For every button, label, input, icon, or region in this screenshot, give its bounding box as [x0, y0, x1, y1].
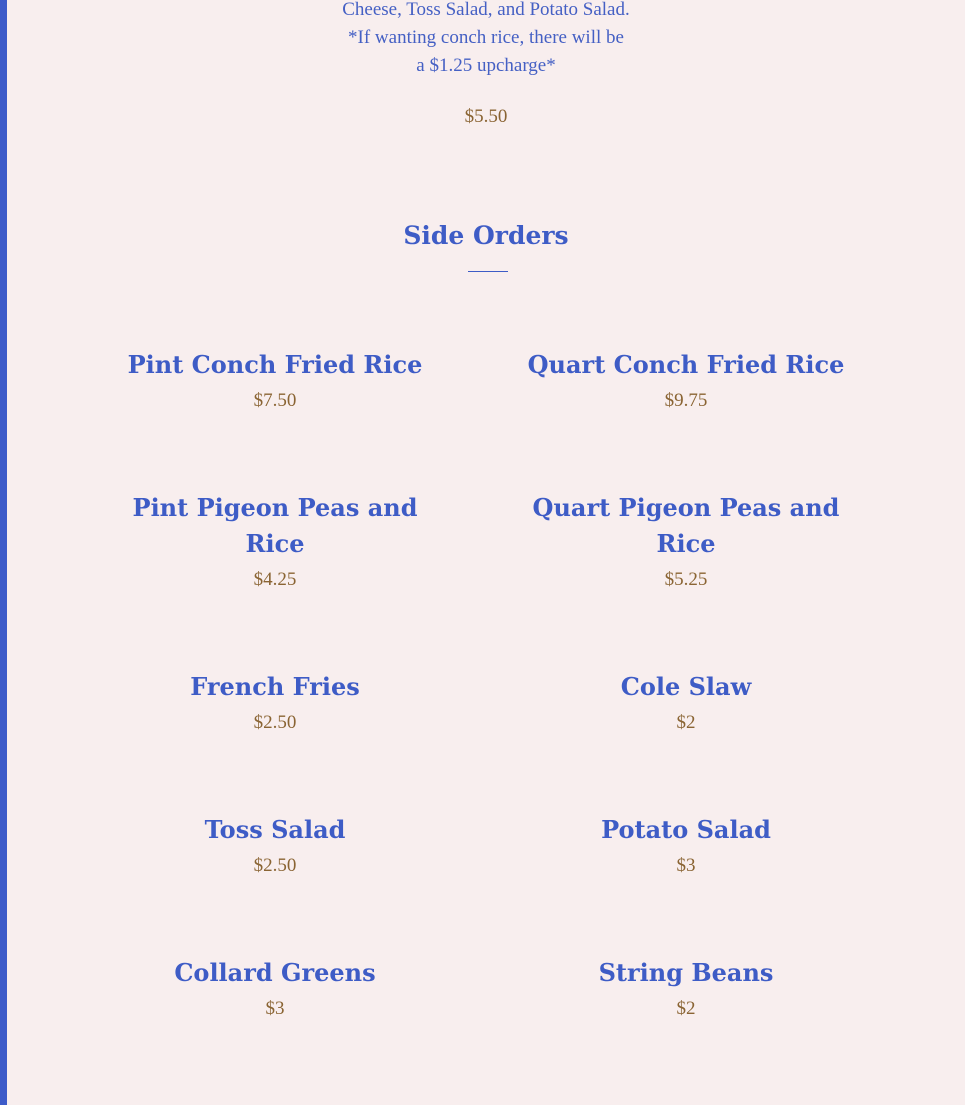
- menu-item: [115, 812, 435, 877]
- menu-item-price: $5.50: [464, 106, 508, 127]
- menu-item-price: $5.25: [664, 569, 708, 590]
- menu-item-price: $2: [676, 998, 696, 1019]
- menu-item-description: [7, 0, 965, 80]
- menu-item: [526, 490, 846, 591]
- menu-item-price: $4.25: [253, 569, 297, 590]
- menu-item-name: Collard Greens: [174, 958, 376, 987]
- menu-item: [526, 955, 846, 1020]
- menu-item-name: Quart Pigeon Peas and Rice: [532, 493, 840, 558]
- description-line: *If wanting conch rice, there will be: [348, 27, 624, 48]
- left-accent-bar: [0, 0, 7, 1105]
- menu-item-price: $7.50: [253, 390, 297, 411]
- menu-item-name: French Fries: [190, 672, 360, 701]
- menu-item: [115, 347, 435, 412]
- menu-item-name: Toss Salad: [204, 815, 346, 844]
- description-line: a $1.25 upcharge*: [416, 55, 556, 76]
- description-line: Cheese, Toss Salad, and Potato Salad.: [342, 0, 630, 20]
- section-divider: [468, 271, 508, 272]
- menu-item: [115, 955, 435, 1020]
- menu-item-name: Potato Salad: [601, 815, 771, 844]
- menu-item: [526, 812, 846, 877]
- menu-item-price: $3: [265, 998, 285, 1019]
- menu-item: [526, 347, 846, 412]
- menu-item-price: $2.50: [253, 712, 297, 733]
- section-title: Side Orders: [403, 221, 569, 250]
- menu-item-name: String Beans: [598, 958, 774, 987]
- menu-item-name: Pint Conch Fried Rice: [127, 350, 423, 379]
- menu-item: [115, 669, 435, 734]
- menu-item-price: $3: [676, 855, 696, 876]
- menu-item-name: Quart Conch Fried Rice: [527, 350, 845, 379]
- menu-item: [526, 669, 846, 734]
- menu-item-name: Cole Slaw: [620, 672, 752, 701]
- menu-item-price: $2.50: [253, 855, 297, 876]
- menu-item-price: $2: [676, 712, 696, 733]
- menu-item: [115, 490, 435, 591]
- menu-item-name: Pint Pigeon Peas and Rice: [132, 493, 418, 558]
- menu-item-price: $9.75: [664, 390, 708, 411]
